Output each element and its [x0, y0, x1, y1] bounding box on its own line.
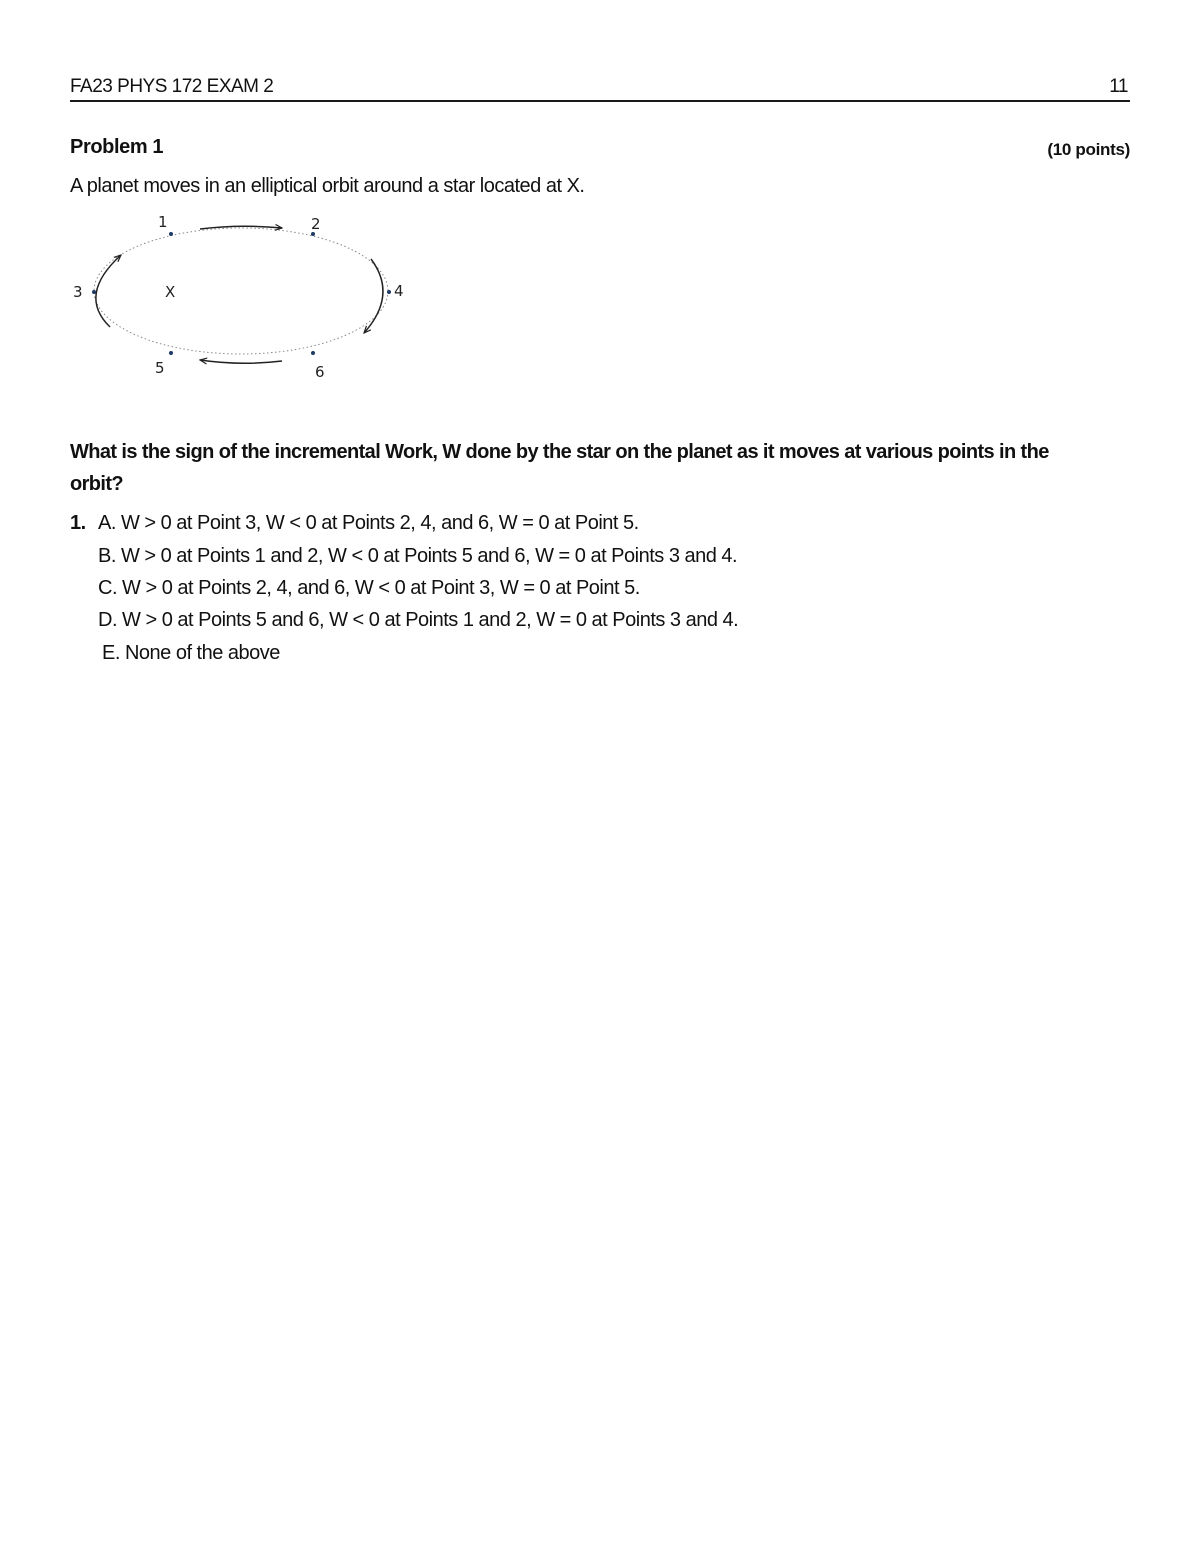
arrow-right	[364, 259, 383, 333]
page-number: 11	[1109, 76, 1128, 97]
choice-c[interactable]: C. W > 0 at Points 2, 4, and 6, W < 0 at Point 3, W = 0 at Point 5.	[98, 577, 640, 599]
point-label-4: 4	[394, 282, 404, 300]
problem-intro: A planet moves in an elliptical orbit around a star located at X.	[70, 175, 585, 197]
problem-title: Problem 1	[70, 136, 164, 158]
arrow-left	[96, 255, 121, 327]
question-text: What is the sign of the incremental Work, W done by the star on the planet as it moves at various points in the orbit?	[70, 441, 1049, 495]
choice-d[interactable]: D. W > 0 at Points 5 and 6, W < 0 at Points 1 and 2, W = 0 at Points 3 and 4.	[98, 609, 739, 631]
star-label: X	[165, 283, 176, 301]
point-label-6: 6	[315, 363, 325, 381]
orbit-point-5	[169, 351, 173, 355]
choice-e[interactable]: E. None of the above	[102, 642, 280, 664]
orbit-point-3	[92, 290, 96, 294]
orbit-ellipse	[94, 228, 388, 354]
course-title: FA23 PHYS 172 EXAM 2	[70, 76, 274, 97]
point-label-5: 5	[155, 359, 165, 377]
orbit-point-6	[311, 351, 315, 355]
question-number: 1.	[70, 512, 86, 534]
orbit-diagram	[60, 205, 420, 385]
choice-a[interactable]: A. W > 0 at Point 3, W < 0 at Points 2, 4, and 6, W = 0 at Point 5.	[98, 512, 639, 534]
page-header	[70, 74, 1130, 102]
orbit-point-1	[169, 232, 173, 236]
point-label-3: 3	[73, 283, 83, 301]
point-label-2: 2	[311, 215, 321, 233]
arrow-top	[200, 226, 282, 229]
arrow-bottom	[200, 360, 282, 363]
problem-points: (10 points)	[1047, 140, 1130, 159]
orbit-point-4	[387, 290, 391, 294]
point-label-1: 1	[158, 213, 168, 231]
choice-b[interactable]: B. W > 0 at Points 1 and 2, W < 0 at Points 5 and 6, W = 0 at Points 3 and 4.	[98, 545, 738, 567]
